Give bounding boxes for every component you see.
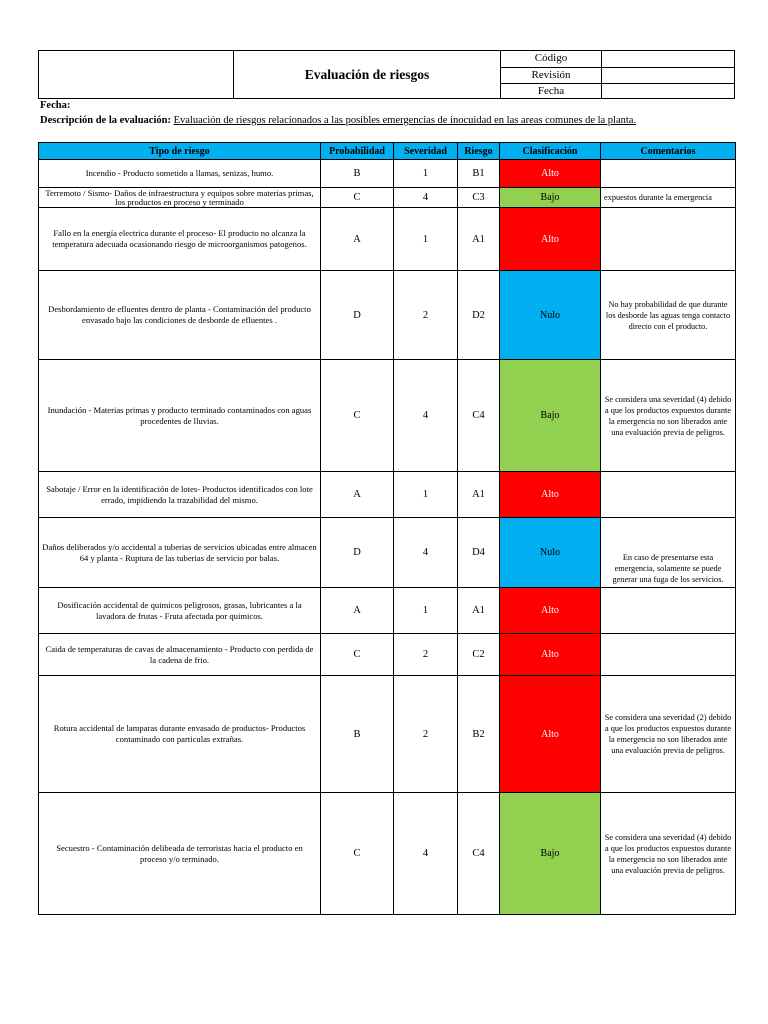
comentario-cell (601, 208, 736, 271)
col-probabilidad: Probabilidad (321, 143, 394, 160)
clasificacion-cell: Bajo (500, 188, 601, 208)
comentario-cell: En caso de presentarse esta emergencia, solamente se puede generar una fuga de los servicios. (601, 518, 736, 588)
table-row (39, 160, 736, 188)
prob-cell: C (321, 634, 394, 676)
tipo-cell: Inundación - Materias primas y producto terminado contaminados con aguas procedentes de lluvias. (39, 360, 321, 472)
codigo-label: Código (501, 51, 601, 68)
clasificacion-cell: Alto (500, 676, 601, 793)
prob-cell: B (321, 160, 394, 188)
sev-cell: 2 (394, 634, 458, 676)
sev-cell: 4 (394, 793, 458, 915)
riesgo-cell: A1 (458, 588, 500, 634)
revision-value (602, 68, 735, 85)
fecha-value (602, 84, 735, 100)
clasificacion-cell: Bajo (500, 360, 601, 472)
riesgo-cell: D4 (458, 518, 500, 588)
sev-cell: 4 (394, 188, 458, 208)
sev-cell: 1 (394, 160, 458, 188)
clasificacion-cell: Alto (500, 160, 601, 188)
table-row (39, 634, 736, 676)
col-severidad: Severidad (394, 143, 458, 160)
comentario-cell (601, 160, 736, 188)
clasificacion-cell: Nulo (500, 518, 601, 588)
prob-cell: D (321, 518, 394, 588)
tipo-cell (39, 188, 321, 208)
comentario-cell (601, 588, 736, 634)
tipo-cell: Incendio - Producto sometido a llamas, senizas, humo. (39, 160, 321, 188)
table-row (39, 793, 736, 915)
prob-cell: D (321, 271, 394, 360)
table-row (39, 472, 736, 518)
riesgo-cell: C2 (458, 634, 500, 676)
fecha-label: Fecha: (40, 100, 71, 111)
table-row (39, 360, 736, 472)
comentario-cell: Se considera una severidad (4) debido a que los productos expuestos durante la emergencia no son liberados ante una evaluación previa de peligros. (601, 793, 736, 915)
clasificacion-cell: Alto (500, 472, 601, 518)
revision-label: Revisión (501, 68, 601, 85)
table-header-row (39, 143, 736, 160)
description-text: Evaluación de riesgos relacionados a las posibles emergencias de inocuidad en las areas comunes de la planta. (173, 115, 637, 126)
prob-cell: A (321, 588, 394, 634)
sev-cell: 2 (394, 676, 458, 793)
col-tipo: Tipo de riesgo (39, 143, 321, 160)
col-clasificacion: Clasificación (500, 143, 601, 160)
tipo-cell: Caida de temperaturas de cavas de almacenamiento - Producto con perdida de la cadena de frio. (39, 634, 321, 676)
table-row (39, 208, 736, 271)
sev-cell: 1 (394, 208, 458, 271)
col-riesgo: Riesgo (458, 143, 500, 160)
tipo-text: Terremoto / Sismo- Daños de infraestructura y equipos sobre materias primas, los productos en proceso y terminado (45, 188, 314, 207)
riesgo-cell: B1 (458, 160, 500, 188)
header-values (602, 51, 735, 98)
description (40, 115, 636, 126)
clasificacion-cell: Alto (500, 588, 601, 634)
col-comentarios: Comentarios (601, 143, 736, 160)
description-label: Descripción de la evaluación: (40, 115, 171, 126)
prob-cell: A (321, 472, 394, 518)
prob-cell: C (321, 188, 394, 208)
riesgo-cell: C3 (458, 188, 500, 208)
comentario-cell (601, 634, 736, 676)
riesgo-cell: C4 (458, 360, 500, 472)
sev-cell: 4 (394, 360, 458, 472)
document-header (38, 50, 735, 99)
comentario-text: expuestos durante la emergencia (604, 192, 712, 202)
table-row (39, 588, 736, 634)
prob-cell: A (321, 208, 394, 271)
comentario-cell (601, 188, 736, 208)
comentario-cell: Se considera una severidad (2) debido a que los productos expuestos durante la emergencia no son liberados ante una evaluación previa de peligros. (601, 676, 736, 793)
sev-cell: 2 (394, 271, 458, 360)
logo-cell (39, 51, 234, 98)
tipo-cell: Rotura accidental de lamparas durante envasado de productos- Productos contaminado con particulas extrañas. (39, 676, 321, 793)
tipo-cell: Secuestro - Contaminación delibeada de terroristas hacia el producto en proceso y/o terminado. (39, 793, 321, 915)
table-row (39, 188, 736, 208)
sev-cell: 1 (394, 588, 458, 634)
tipo-cell: Dosificación accidental de quimicos peligrosos, grasas, lubricantes a la lavadora de frutas - Fruta afectada por quimicos. (39, 588, 321, 634)
tipo-cell: Fallo en la energía electrica durante el proceso- El producto no alcanza la temperatura adecuada ocasionando riesgo de microorganismos patogenos. (39, 208, 321, 271)
comentario-cell: Se considera una severidad (4) debido a que los productos expuestos durante la emergencia no son liberados ante una evaluación previa de peligros. (601, 360, 736, 472)
riesgo-cell: A1 (458, 208, 500, 271)
document-title: Evaluación de riesgos (234, 51, 501, 98)
riesgo-cell: A1 (458, 472, 500, 518)
comentario-cell (601, 472, 736, 518)
fecha-header-label: Fecha (537, 85, 565, 97)
clasificacion-cell: Alto (500, 634, 601, 676)
comentario-cell: No hay probabilidad de que durante los desborde las aguas tenga contacto directo con el producto. (601, 271, 736, 360)
codigo-value (602, 51, 735, 68)
prob-cell: B (321, 676, 394, 793)
tipo-cell: Sabotaje / Error en la identificación de lotes- Productos identificados con lote errado, impidiendo la trazabilidad del mismo. (39, 472, 321, 518)
prob-cell: C (321, 793, 394, 915)
table-row (39, 676, 736, 793)
riesgo-cell: B2 (458, 676, 500, 793)
table-row (39, 518, 736, 588)
tipo-cell: Daños deliberados y/o accidental a tuberias de servicios ubicadas entre almacen 64 y planta - Ruptura de las tuberias de servicio por balas. (39, 518, 321, 588)
header-labels (501, 51, 602, 98)
tipo-cell: Desbordamiento de efluentes dentro de planta - Contaminación del producto envasado bajo las condiciones de desborde de efluentes . (39, 271, 321, 360)
riesgo-cell: C4 (458, 793, 500, 915)
risk-table (38, 142, 736, 915)
clasificacion-cell: Nulo (500, 271, 601, 360)
sev-cell: 4 (394, 518, 458, 588)
prob-cell: C (321, 360, 394, 472)
riesgo-cell: D2 (458, 271, 500, 360)
table-row (39, 271, 736, 360)
clasificacion-cell: Alto (500, 208, 601, 271)
sev-cell: 1 (394, 472, 458, 518)
clasificacion-cell: Bajo (500, 793, 601, 915)
